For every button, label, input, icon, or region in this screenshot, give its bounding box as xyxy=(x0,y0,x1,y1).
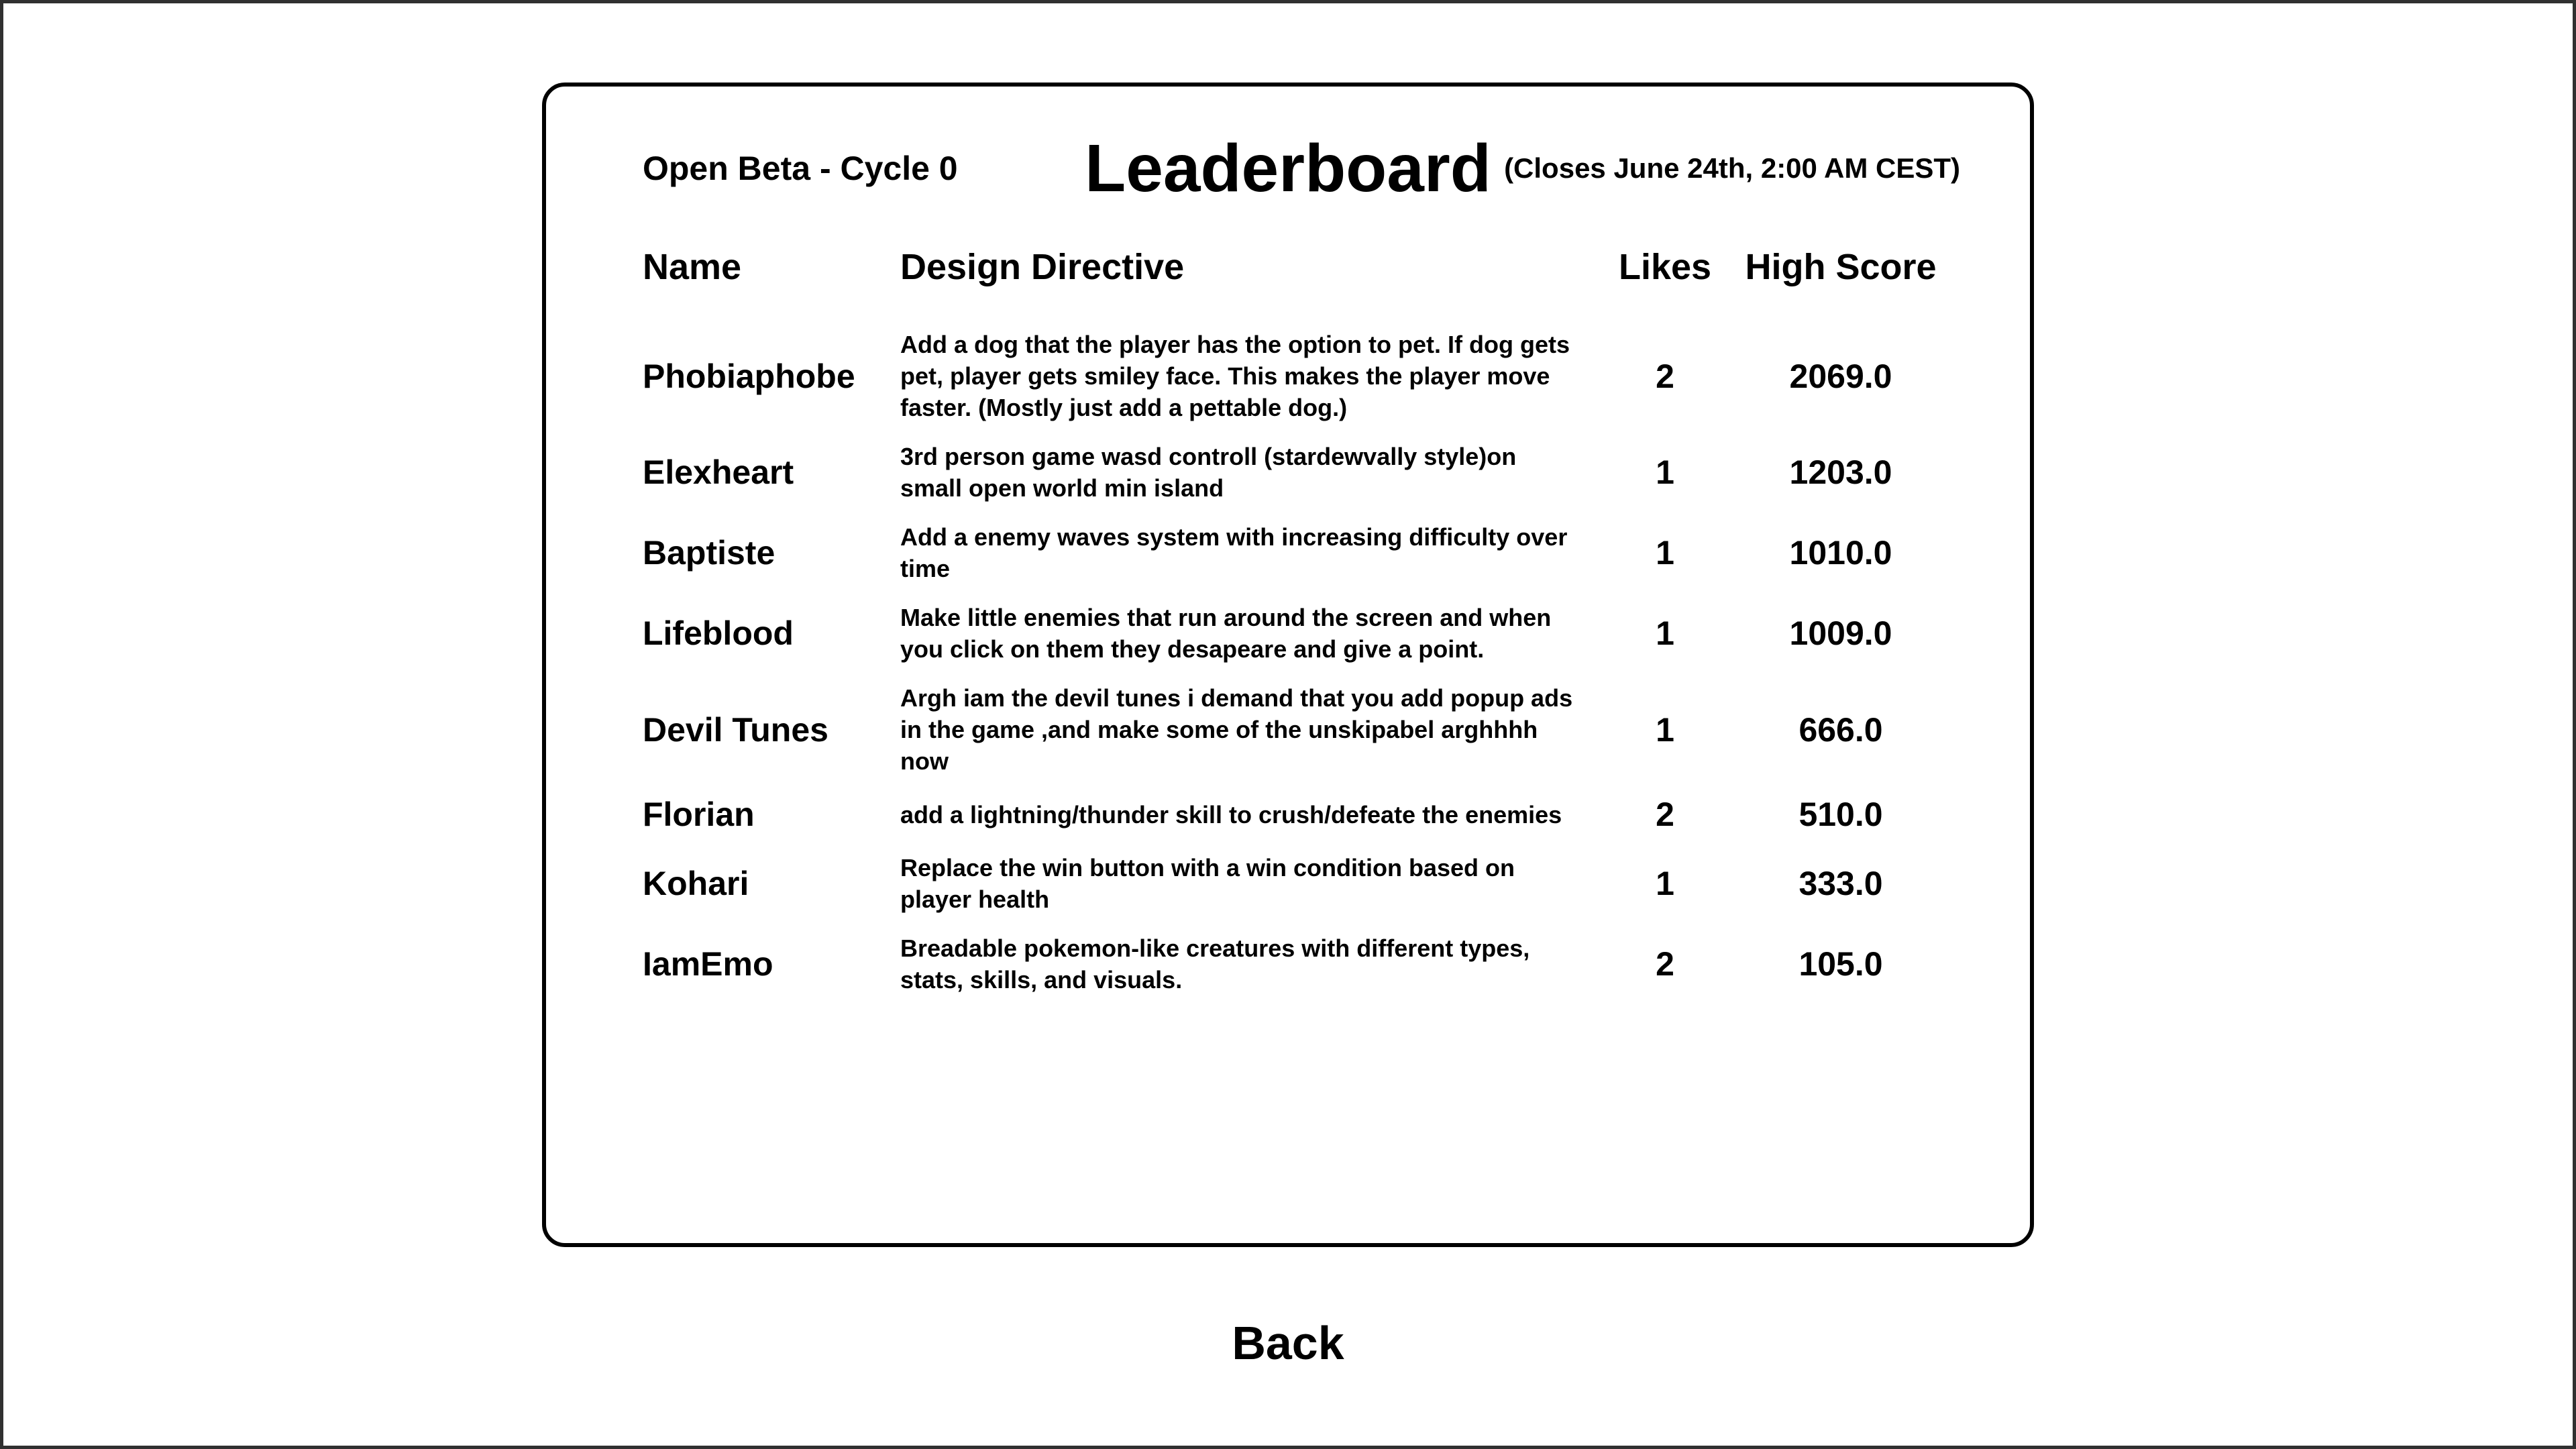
column-header-high-score: High Score xyxy=(1745,247,1937,287)
player-name: Phobiaphobe xyxy=(643,357,855,395)
leaderboard-rows xyxy=(546,329,2030,996)
high-score: 333.0 xyxy=(1799,865,1883,902)
player-name: Devil Tunes xyxy=(643,710,828,749)
back-button[interactable]: Back xyxy=(1232,1317,1344,1369)
player-name: IamEmo xyxy=(643,945,773,983)
high-score: 510.0 xyxy=(1799,796,1883,833)
design-directive: 3rd person game wasd controll (stardewvally style)on small open world min island xyxy=(900,443,1517,502)
high-score: 1203.0 xyxy=(1789,453,1892,491)
panel-header xyxy=(546,128,2030,209)
player-name: Baptiste xyxy=(643,534,775,572)
table-row xyxy=(546,682,2030,777)
column-header-design-directive: Design Directive xyxy=(900,247,1185,287)
high-score: 1009.0 xyxy=(1789,614,1892,652)
likes-count: 1 xyxy=(1656,534,1674,572)
table-row xyxy=(546,794,2030,835)
high-score: 2069.0 xyxy=(1789,357,1892,395)
page-title: Leaderboard xyxy=(1085,130,1491,206)
closes-deadline-label: (Closes June 24th, 2:00 AM CEST) xyxy=(1504,152,1960,184)
design-directive: Breadable pokemon-like creatures with different types, stats, skills, and visuals. xyxy=(900,934,1530,994)
table-row xyxy=(546,441,2030,504)
column-header-name: Name xyxy=(643,247,742,287)
column-header-likes: Likes xyxy=(1618,247,1712,287)
table-row xyxy=(546,852,2030,915)
design-directive: Argh iam the devil tunes i demand that you add popup ads in the game ,and make some of the unskipabel arghhhh now xyxy=(900,684,1573,775)
design-directive: Replace the win button with a win condition based on player health xyxy=(900,854,1515,913)
high-score: 1010.0 xyxy=(1789,534,1892,572)
table-row xyxy=(546,329,2030,423)
likes-count: 1 xyxy=(1656,614,1674,652)
design-directive: Add a enemy waves system with increasing difficulty over time xyxy=(900,523,1568,582)
likes-count: 1 xyxy=(1656,453,1674,491)
design-directive: add a lightning/thunder skill to crush/defeate the enemies xyxy=(900,800,1562,828)
table-row xyxy=(546,521,2030,584)
player-name: Florian xyxy=(643,796,755,833)
high-score: 105.0 xyxy=(1799,945,1883,983)
likes-count: 2 xyxy=(1656,357,1674,395)
cycle-label: Open Beta - Cycle 0 xyxy=(643,150,958,187)
player-name: Kohari xyxy=(643,865,749,902)
table-row xyxy=(546,602,2030,665)
likes-count: 1 xyxy=(1656,710,1674,749)
table-row xyxy=(546,932,2030,996)
player-name: Elexheart xyxy=(643,453,794,491)
likes-count: 1 xyxy=(1656,865,1674,902)
design-directive: Add a dog that the player has the option to pet. If dog gets pet, player gets smiley face. This makes the player move faster. (Mostly just add a pettable dog.) xyxy=(900,331,1570,421)
leaderboard-panel xyxy=(542,83,2034,1247)
design-directive: Make little enemies that run around the screen and when you click on them they desapeare and give a point. xyxy=(900,604,1552,663)
player-name: Lifeblood xyxy=(643,614,794,652)
table-column-headers xyxy=(546,246,2030,288)
likes-count: 2 xyxy=(1656,796,1674,833)
likes-count: 2 xyxy=(1656,945,1674,983)
high-score: 666.0 xyxy=(1799,710,1883,749)
